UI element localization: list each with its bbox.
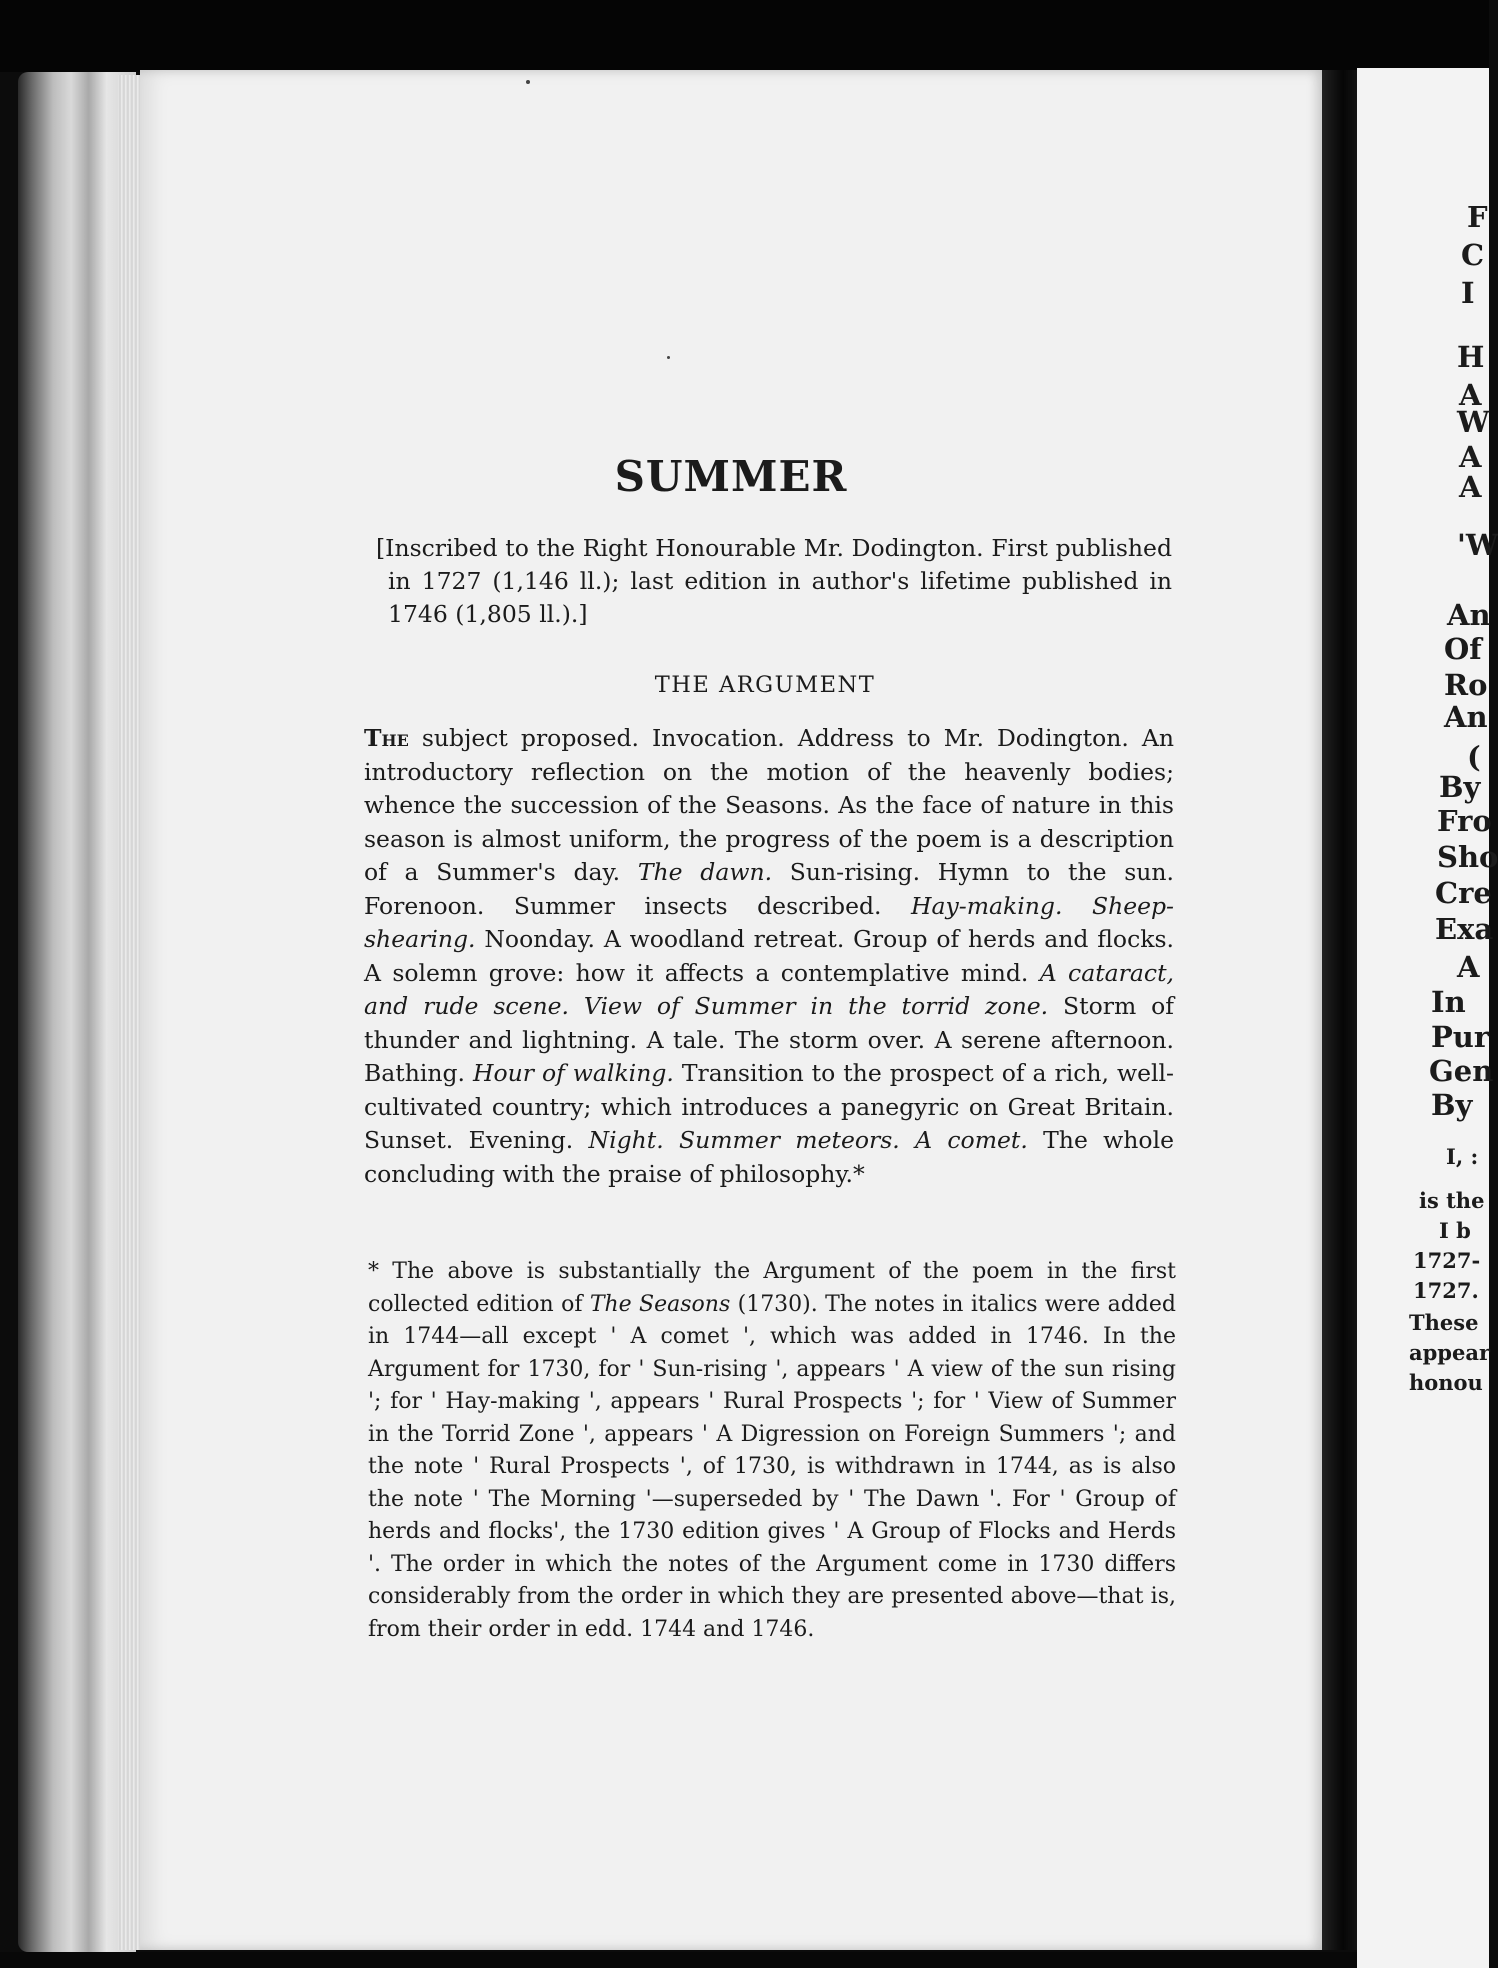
right-page-fragment: These: [1409, 1310, 1479, 1335]
right-page-fragment: Exa: [1435, 912, 1494, 946]
right-page-fragment: By: [1431, 1088, 1473, 1122]
page-title: SUMMER: [614, 452, 848, 501]
right-page-fragment: Pur: [1431, 1020, 1490, 1054]
right-page-fragment: An: [1444, 700, 1488, 734]
argument-run: Night. Summer meteors. A comet.: [588, 1126, 1028, 1154]
right-page-fragment: (: [1467, 740, 1481, 774]
right-page-fragment: Fro: [1437, 804, 1492, 838]
right-page-fragment: 1727-: [1413, 1248, 1481, 1273]
argument-paragraph: [364, 722, 1174, 1191]
right-page-fragment: 'W: [1457, 528, 1498, 562]
right-page-fragment: An: [1447, 598, 1491, 632]
right-page-fragment: Cre: [1435, 876, 1492, 910]
right-page-fragment: I: [1461, 276, 1475, 310]
argument-text-runs: [364, 858, 1174, 1188]
right-page-fragment: appear: [1409, 1340, 1491, 1365]
argument-run: Hour of walking.: [473, 1059, 674, 1087]
paper-speck: [667, 356, 670, 359]
argument-run: Sun-rising. Hymn to the sun. Forenoon. Summer insects described.: [364, 858, 1174, 920]
right-page-fragment: Sho: [1437, 840, 1498, 874]
right-page-fragment: Of: [1444, 632, 1482, 666]
inscription-note: [Inscribed to the Right Honourable Mr. Dodington. First published in 1727 (1,146 ll.); last edition in author's lifetime published in 1746 (1,805 ll.).]: [376, 534, 1172, 628]
right-page-fragment: I b: [1439, 1218, 1471, 1243]
book-gutter: [1322, 70, 1357, 1950]
argument-run: The dawn.: [637, 858, 773, 886]
argument-run: Transition to the prospect of a rich, well-cultivated country; which introduces a panegyric on Great Britain. Sunset. Evening.: [364, 1059, 1174, 1154]
right-page-fragment: H: [1457, 340, 1485, 374]
paper-speck: [526, 80, 530, 84]
right-page-fragment: A: [1459, 440, 1482, 474]
right-page-fragment: In: [1431, 985, 1466, 1019]
right-page-fragment: C: [1461, 238, 1485, 272]
scan-top-border: [0, 0, 1489, 72]
right-page-partial: [1357, 68, 1498, 1968]
right-page-fragment: 1727.: [1413, 1278, 1479, 1303]
right-page-fragment: By: [1439, 770, 1481, 804]
right-page-fragment: W: [1457, 405, 1490, 439]
argument-lead-word: The: [364, 724, 409, 752]
argument-run: Storm of thunder and lightning. A tale. The storm over. A serene afternoon. Bathing.: [364, 992, 1175, 1087]
argument-run: Hay-making. Sheep-shearing.: [364, 891, 1174, 953]
argument-run: A cataract, and rude scene. View of Summer in the torrid zone.: [364, 958, 1174, 1020]
right-page-fragment: Ro: [1444, 668, 1488, 702]
right-page-fragment: A: [1459, 378, 1482, 412]
argument-text-start: subject proposed. Invocation. Address to Mr. Dodington. An introductory reflection on the motion of the heavenly bodies; whence the succession of the Seasons. As the face of nature in this season is almost uniform, the progress of the poem is a description of a Summer's day.: [364, 724, 1174, 886]
right-page-fragment: A: [1457, 950, 1480, 984]
argument-run: Noonday. A woodland retreat. Group of herds and flocks. A solemn grove: how it affects a contemplative mind.: [364, 925, 1174, 987]
argument-run: The whole concluding with the praise of philosophy.*: [364, 1126, 1175, 1188]
right-page-fragment: F: [1467, 200, 1488, 234]
right-page-fragment: Gen: [1429, 1054, 1494, 1088]
right-page-fragment: I, :: [1446, 1144, 1479, 1169]
scan-bottom-border: [0, 1952, 1357, 1968]
footnote-run: * The above is substantially the Argument of the poem in the first collected edition of: [368, 1259, 1176, 1317]
right-page-fragment: honou: [1409, 1370, 1483, 1395]
footnote-run: (1730). The notes in italics were added in 1744—all except ' A comet ', which was added in 1746. In the Argument for 1730, for ' Sun-rising ', appears ' A view of the sun rising '; for ' Hay-making ', appears ' Rural Prospects '; for ' View of Summer in the Torrid Zone ', appears ' A Digression on Foreign Summers '; and the note ' Rural Prospects ', of 1730, is withdrawn in 1744, as is also the note ' The Morning '—superseded by ' The Dawn '. For ' Group of herds and flocks', the 1730 edition gives ' A Group of Flocks and Herds '. The order in which the notes of the Argument come in 1730 differs considerably from the order in which they are presented above—that is, from their order in edd. 1744 and 1746.: [368, 1291, 1176, 1642]
argument-heading: THE ARGUMENT: [654, 672, 876, 698]
footnote-run: The Seasons: [589, 1291, 731, 1317]
footnote-paragraph: [368, 1256, 1176, 1646]
right-page-fragment: A: [1459, 470, 1482, 504]
right-page-fragment: is the: [1419, 1188, 1485, 1213]
